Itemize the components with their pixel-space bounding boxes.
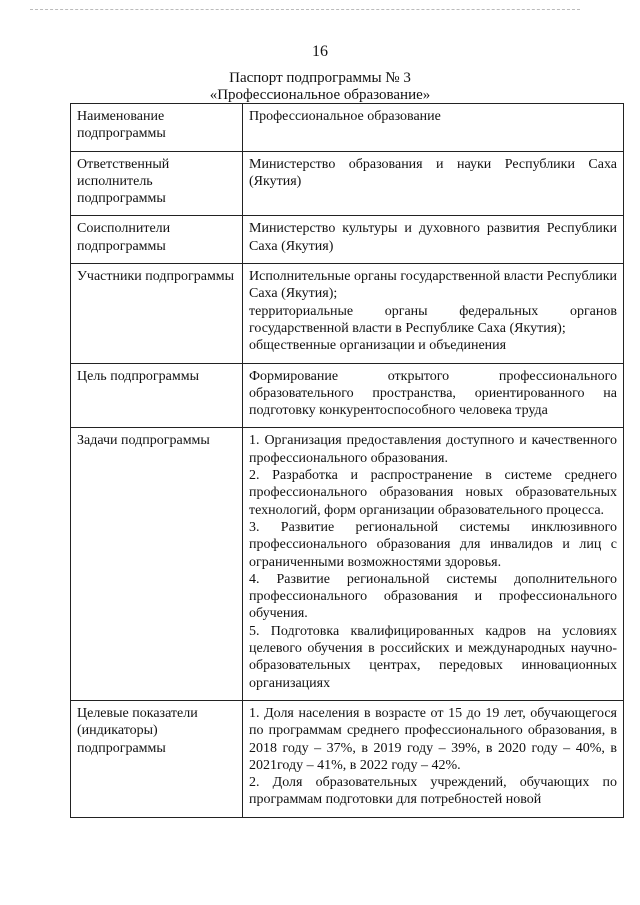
row-value-paragraph: 3. Развитие региональной системы инклюзивного профессионального образования для инвалидов и лиц с ограниченными возможностями здоровья.: [249, 519, 617, 570]
passport-row: [71, 264, 624, 363]
row-value: [243, 264, 624, 363]
row-value-paragraph: Формирование открытого профессионального образовательного пространства, ориентированного на подготовку конкурентоспособного человека труда: [249, 368, 617, 419]
row-value-paragraph: 4. Развитие региональной системы дополнительного профессионального образования и профессионального обучения.: [249, 571, 617, 622]
passport-row: [71, 700, 624, 817]
row-label: Участники подпрограммы: [71, 264, 243, 363]
row-value-paragraph: 1. Организация предоставления доступного и качественного профессионального образования.: [249, 433, 617, 466]
row-value-paragraph: Профессиональное образование: [249, 109, 441, 124]
row-label: Соисполнители подпрограммы: [71, 216, 243, 264]
passport-table: [70, 103, 624, 818]
row-value-paragraph: общественные организации и объединения: [249, 338, 507, 354]
row-label: Цель подпрограммы: [71, 363, 243, 428]
row-value: [243, 104, 624, 152]
row-value: [243, 700, 624, 817]
row-value-paragraph: Министерство культуры и духовного развития Республики Саха (Якутия): [249, 221, 617, 254]
row-value-paragraph: Исполнительные органы государственной власти Республики Саха (Якутия);: [249, 269, 617, 302]
scan-edge-line: [30, 9, 580, 11]
row-label: Ответственный исполнитель подпрограммы: [71, 151, 243, 216]
row-label: Задачи подпрограммы: [71, 428, 243, 700]
row-label: Целевые показатели (индикаторы) подпрограммы: [71, 700, 243, 817]
row-value-paragraph: Министерство образования и науки Республики Саха (Якутия): [249, 156, 617, 189]
passport-table-body: [71, 104, 624, 818]
row-label: Наименование подпрограммы: [71, 104, 243, 152]
row-value-paragraph: 1. Доля населения в возрасте от 15 до 19 лет, обучающегося по программам среднего профессионального образования, в 2018 году – 37%, в 2019 году – 39%, в 2020 году – 40%, в 2021году – 41%, в 2022 году – 42%.: [249, 705, 617, 773]
page-number: 16: [312, 43, 328, 60]
row-value-paragraph: 5. Подготовка квалифицированных кадров на условиях целевого обучения в российских и международных научно-образовательных центрах, передовых инновационных организациях: [249, 623, 617, 691]
passport-row: [71, 363, 624, 428]
row-value-paragraph: 2. Разработка и распространение в системе среднего профессионального образования новых образовательных технологий, форм организации образовательного процесса.: [249, 468, 617, 518]
row-value: [243, 428, 624, 700]
document-subtitle: «Профессиональное образование»: [209, 87, 431, 103]
passport-row: [71, 151, 624, 216]
passport-row: [71, 104, 624, 152]
row-value: [243, 151, 624, 216]
row-value-paragraph: территориальные органы федеральных органов государственной власти в Республике Саха (Якутия);: [249, 303, 617, 336]
row-value-paragraph: 2. Доля образовательных учреждений, обучающих по программам подготовки для потребностей новой: [249, 775, 617, 808]
row-value: [243, 363, 624, 428]
passport-row: [71, 216, 624, 264]
passport-row: [71, 428, 624, 700]
row-value: [243, 216, 624, 264]
document-title: Паспорт подпрограммы № 3: [229, 70, 411, 86]
